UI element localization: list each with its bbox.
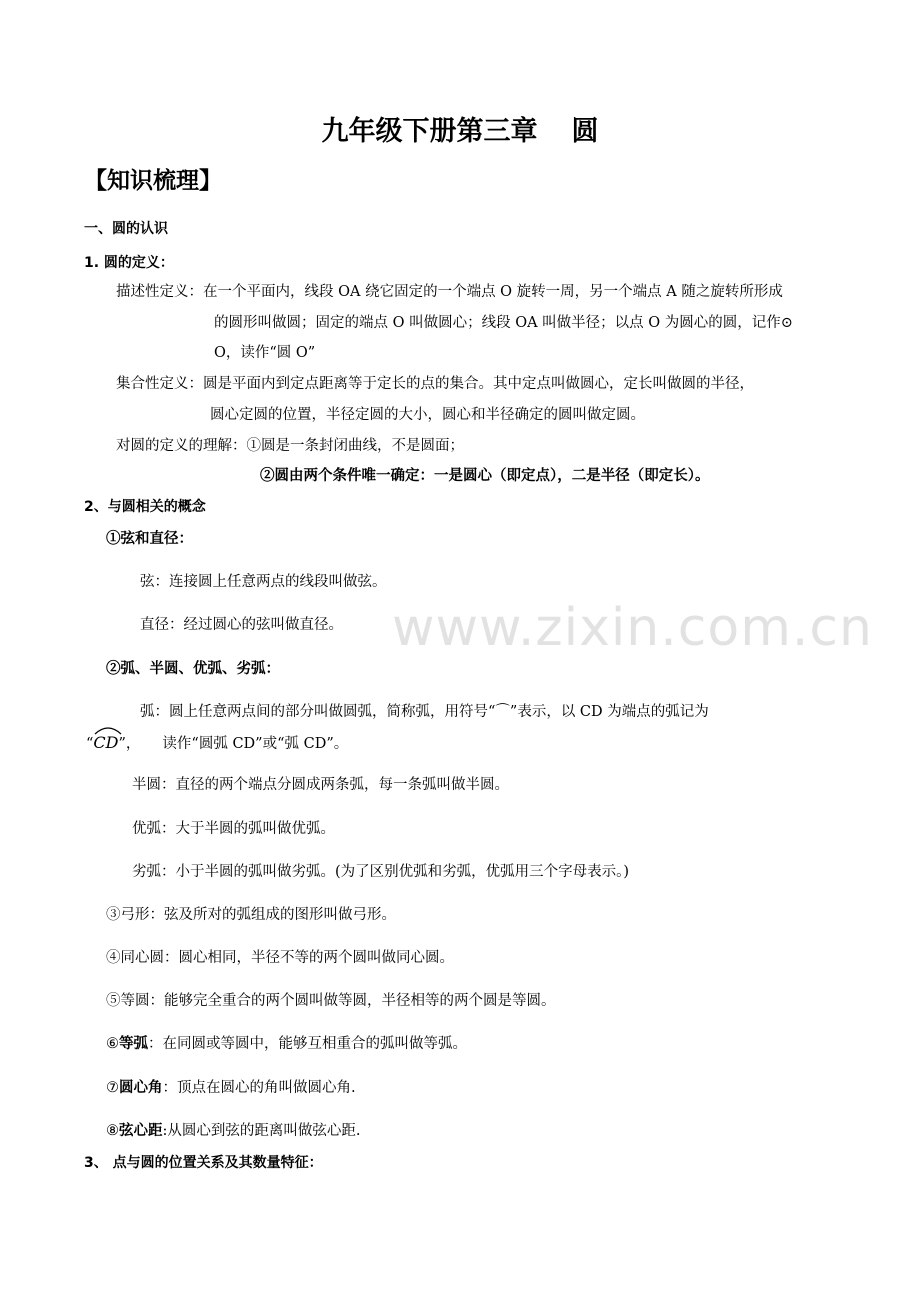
minor-arc-definition: 劣弧：小于半圆的弧叫做劣弧。(为了区别优弧和劣弧，优弧用三个字母表示。) xyxy=(132,864,630,880)
central-angle-definition xyxy=(106,1078,356,1098)
set-definition-line1: 集合性定义：圆是平面内到定点距离等于定长的点的集合。其中定点叫做圆心，定长叫做圆的半径， xyxy=(116,376,754,392)
diameter-definition: 直径：经过圆心的弦叫做直径。 xyxy=(140,617,343,633)
watermark: www.zixin.com.cn xyxy=(392,598,873,658)
arc-mark-icon xyxy=(93,725,123,735)
chord-distance-term: 弦心距 xyxy=(119,1122,163,1139)
definition-heading: 1. 圆的定义： xyxy=(84,255,174,271)
descriptive-definition-line3: O，读作“圆 O” xyxy=(214,345,316,361)
central-angle-text: ：顶点在圆心的角叫做圆心角. xyxy=(162,1080,356,1096)
arc-symbol-close-quote: ”， xyxy=(118,736,141,752)
arc-cd-symbol xyxy=(93,733,118,753)
set-definition-line2: 圆心定圆的位置，半径定圆的大小，圆心和半径确定的圆叫做定圆。 xyxy=(210,407,645,423)
arc-heading: ②弧、半圆、优弧、劣弧： xyxy=(106,660,280,677)
equal-arc-definition xyxy=(106,1034,467,1054)
chord-distance-definition xyxy=(106,1121,361,1141)
understanding-line2: ②圆由两个条件唯一确定：一是圆心（即定点），二是半径（即定长）。 xyxy=(260,467,710,484)
arc-definition-line2 xyxy=(86,733,348,754)
descriptive-definition-line2: 的圆形叫做圆；固定的端点 O 叫做圆心；线段 OA 叫做半径；以点 O 为圆心的圆，记作⊙ xyxy=(214,315,793,331)
central-angle-term: 圆心角 xyxy=(119,1079,163,1096)
descriptive-definition-line1: 描述性定义：在一个平面内，线段 OA 绕它固定的一个端点 O 旋转一周，另一个端点 A 随之旋转所形成 xyxy=(116,284,783,300)
concentric-definition: ④同心圆：圆心相同，半径不等的两个圆叫做同心圆。 xyxy=(106,950,454,966)
segment-definition: ③弓形：弦及所对的弧组成的图形叫做弓形。 xyxy=(106,907,396,923)
arc-symbol-letters: CD xyxy=(93,733,119,752)
part2-heading: 2、与圆相关的概念 xyxy=(84,499,206,515)
equal-arc-term: 等弧 xyxy=(119,1035,148,1052)
title-part-b: 圆 xyxy=(571,116,599,147)
part1-heading: 一、圆的认识 xyxy=(84,221,168,237)
part3-heading: 3、 点与圆的位置关系及其数量特征： xyxy=(84,1155,323,1171)
equal-arc-text: ：在同圆或等圆中，能够互相重合的弧叫做等弧。 xyxy=(148,1036,467,1052)
central-angle-mark: ⑦ xyxy=(106,1080,119,1096)
major-arc-definition: 优弧：大于半圆的弧叫做优弧。 xyxy=(132,821,335,837)
semicircle-definition: 半圆：直径的两个端点分圆成两条弧，每一条弧叫做半圆。 xyxy=(132,777,509,793)
equal-arc-mark: ⑥ xyxy=(106,1036,119,1052)
chord-distance-mark: ⑧ xyxy=(106,1123,119,1139)
chord-definition: 弦：连接圆上任意两点的线段叫做弦。 xyxy=(140,574,387,590)
understanding-line1: 对圆的定义的理解：①圆是一条封闭曲线，不是圆面； xyxy=(116,438,464,454)
title-part-a: 九年级下册第三章 xyxy=(321,116,538,147)
equal-circle-definition: ⑤等圆：能够完全重合的两个圆叫做等圆，半径相等的两个圆是等圆。 xyxy=(106,993,556,1009)
chord-diameter-heading: ①弦和直径： xyxy=(106,530,193,547)
arc-definition-line1: 弧：圆上任意两点间的部分叫做圆弧，简称弧，用符号“⌒”表示，以 CD 为端点的弧记为 xyxy=(140,704,709,720)
arc-symbol-open-quote: “ xyxy=(86,736,94,752)
chord-distance-text: :从圆心到弦的距离叫做弦心距. xyxy=(162,1123,361,1139)
document-title xyxy=(0,112,920,152)
section-heading: 【知识梳理】 xyxy=(84,168,222,194)
arc-reading: 读作“圆弧 CD”或“弧 CD”。 xyxy=(162,736,349,752)
